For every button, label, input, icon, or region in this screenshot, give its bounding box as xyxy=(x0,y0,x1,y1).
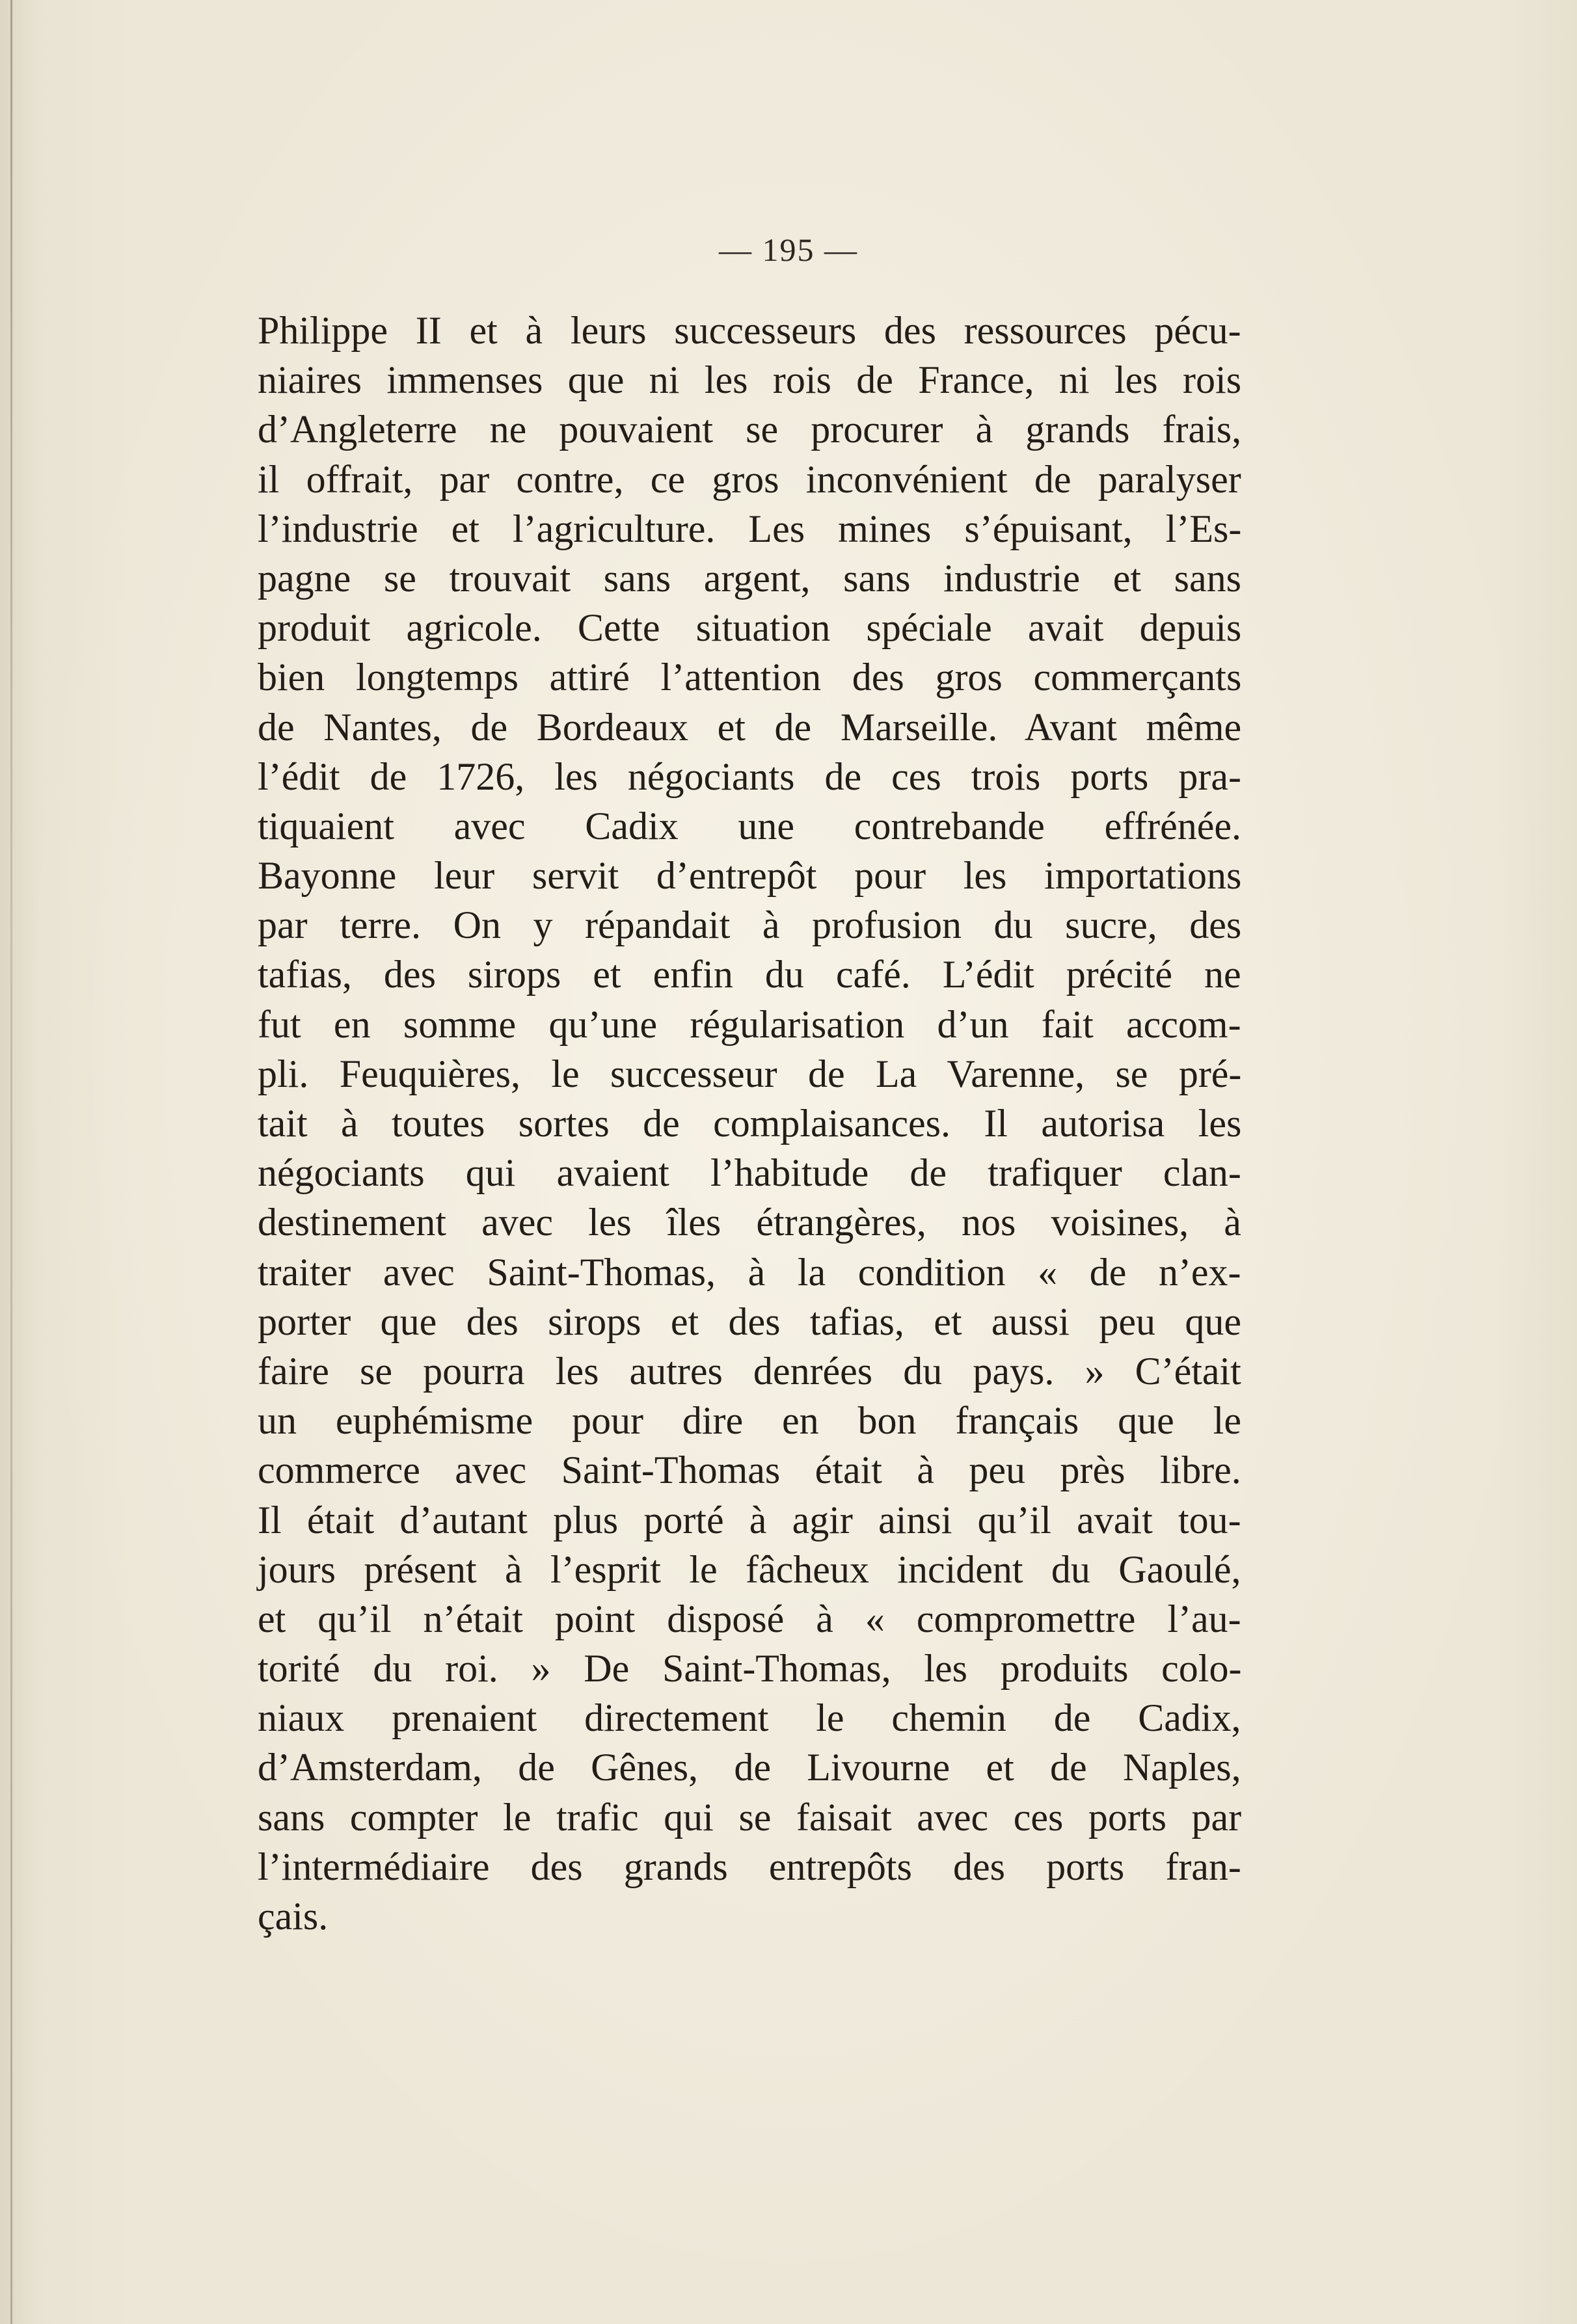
text-line: d’Angleterre ne pouvaient se procurer à grands frais, xyxy=(258,408,1242,451)
text-line: tait à toutes sortes de complaisances. Il autorisa les xyxy=(258,1102,1242,1145)
text-line: sans compter le trafic qui se faisait avec ces ports par xyxy=(258,1795,1242,1839)
text-line: d’Amsterdam, de Gênes, de Livourne et de Naples, xyxy=(258,1746,1241,1789)
text-line: Philippe II et à leurs successeurs des ressources pécu- xyxy=(258,309,1241,352)
text-line: jours présent à l’esprit le fâcheux incident du Gaoulé, xyxy=(258,1547,1241,1591)
text-line: négociants qui avaient l’habitude de trafiquer clan- xyxy=(258,1151,1241,1195)
text-line: pli. Feuquières, le successeur de La Varenne, se pré- xyxy=(258,1052,1242,1095)
text-line: Bayonne leur servit d’entrepôt pour les importations xyxy=(258,854,1242,898)
text-line: l’édit de 1726, les négociants de ces trois ports pra- xyxy=(258,755,1241,798)
text-line: par terre. On y répandait à profusion du sucre, des xyxy=(258,903,1242,947)
text-line: l’industrie et l’agriculture. Les mines s’épuisant, l’Es- xyxy=(258,507,1242,550)
text-line: destinement avec les îles étrangères, nos voisines, à xyxy=(258,1201,1241,1244)
binding-edge xyxy=(10,0,12,2324)
text-line: traiter avec Saint-Thomas, à la condition « de n’ex- xyxy=(258,1250,1241,1294)
text-line: l’intermédiaire des grands entrepôts des ports fran- xyxy=(258,1845,1241,1888)
page-number: — 195 — xyxy=(719,232,858,268)
text-line: tafias, des sirops et enfin du café. L’édit précité ne xyxy=(258,953,1241,996)
text-line: pagne se trouvait sans argent, sans industrie et sans xyxy=(258,556,1241,600)
text-line: niaires immenses que ni les rois de France, ni les rois xyxy=(258,358,1242,402)
text-line: çais. xyxy=(258,1895,329,1938)
text-line: Il était d’autant plus porté à agir ainsi qu’il avait tou- xyxy=(258,1498,1241,1542)
text-line: il offrait, par contre, ce gros inconvénient de paralyser xyxy=(258,457,1241,501)
text-line: faire se pourra les autres denrées du pays. » C’était xyxy=(258,1349,1241,1393)
text-line: torité du roi. » De Saint-Thomas, les produits colo- xyxy=(258,1647,1242,1690)
text-line: tiquaient avec Cadix une contrebande effrénée. xyxy=(258,804,1241,848)
text-line: un euphémisme pour dire en bon français que le xyxy=(258,1399,1241,1443)
text-line: produit agricole. Cette situation spéciale avait depuis xyxy=(258,606,1242,650)
text-line: bien longtemps attiré l’attention des gros commerçants xyxy=(258,656,1242,699)
text-line: niaux prenaient directement le chemin de Cadix, xyxy=(258,1696,1241,1740)
text-line: de Nantes, de Bordeaux et de Marseille. Avant même xyxy=(258,705,1242,749)
text-line: fut en somme qu’une régularisation d’un fait accom- xyxy=(258,1002,1241,1046)
text-line: commerce avec Saint-Thomas était à peu près libre. xyxy=(258,1449,1241,1492)
text-line: et qu’il n’était point disposé à « compromettre l’au- xyxy=(258,1597,1241,1640)
body-text xyxy=(258,306,1241,1941)
text-line: porter que des sirops et des tafias, et aussi peu que xyxy=(258,1300,1241,1343)
